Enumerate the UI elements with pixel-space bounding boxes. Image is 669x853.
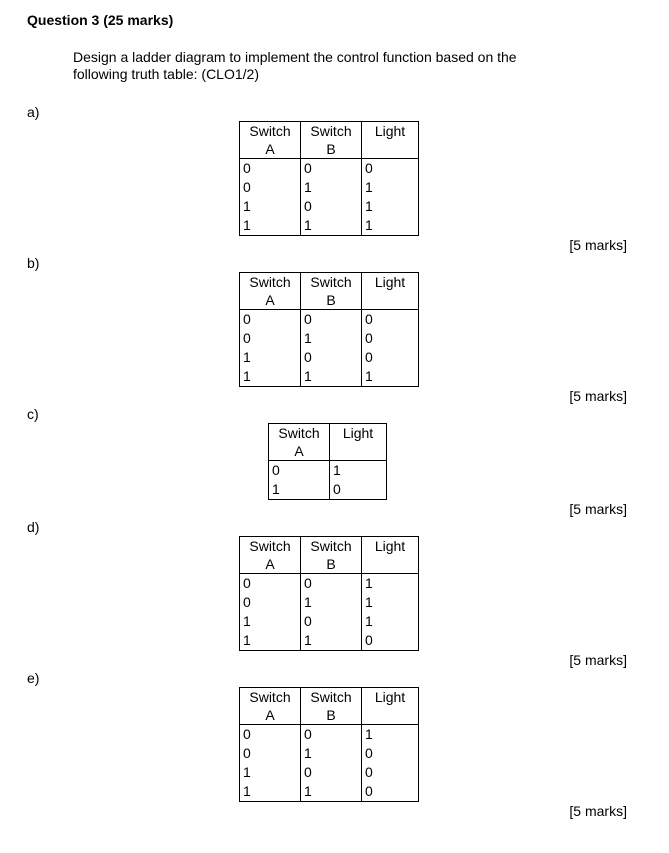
truth-table-header-row	[269, 424, 387, 461]
table-cell: 0	[240, 178, 301, 197]
table-cell: 1	[362, 593, 419, 612]
column-header-line-1: Light	[374, 123, 406, 139]
table-cell: 1	[269, 480, 330, 500]
instructions-line-1: Design a ladder diagram to implement the control function based on the	[73, 49, 517, 65]
table-cell: 0	[362, 631, 419, 651]
table-row	[240, 310, 419, 330]
table-cell: 0	[362, 348, 419, 367]
part-d-marks: [5 marks]	[569, 652, 627, 668]
column-header	[240, 537, 301, 574]
question-title: Question 3 (25 marks)	[27, 12, 174, 28]
table-cell: 0	[301, 310, 362, 330]
table-row	[240, 197, 419, 216]
part-c-truth-table	[268, 423, 387, 500]
table-row	[269, 461, 387, 481]
part-e-label: e)	[27, 670, 40, 686]
table-cell: 1	[330, 461, 387, 481]
column-header	[240, 688, 301, 725]
table-row	[240, 367, 419, 387]
table-row	[240, 216, 419, 236]
column-header-line-1: Light	[374, 274, 406, 290]
column-header-line-1: Light	[374, 538, 406, 554]
table-cell: 1	[301, 367, 362, 387]
table-cell: 0	[240, 725, 301, 745]
table-cell: 1	[362, 574, 419, 594]
truth-table-header-row	[240, 122, 419, 159]
column-header	[362, 688, 419, 725]
part-a-marks: [5 marks]	[569, 237, 627, 253]
table-row	[240, 159, 419, 179]
column-header-line-2: B	[326, 292, 336, 308]
table-row	[240, 725, 419, 745]
table-cell: 0	[362, 159, 419, 179]
part-c-marks: [5 marks]	[569, 501, 627, 517]
part-d-label: d)	[27, 519, 40, 535]
column-header-line-1: Switch	[310, 274, 352, 290]
instructions-line-2: following truth table: (CLO1/2)	[73, 66, 259, 82]
table-row	[240, 329, 419, 348]
table-row	[240, 574, 419, 594]
table-cell: 1	[362, 178, 419, 197]
column-header-line-2: A	[265, 141, 275, 157]
column-header-line-1: Switch	[310, 538, 352, 554]
column-header-line-1: Switch	[310, 689, 352, 705]
table-cell: 1	[362, 725, 419, 745]
table-cell: 1	[301, 178, 362, 197]
table-cell: 0	[362, 744, 419, 763]
table-cell: 0	[240, 159, 301, 179]
table-cell: 1	[362, 216, 419, 236]
column-header	[301, 537, 362, 574]
column-header-line-1: Switch	[249, 538, 291, 554]
column-header-line-2: A	[265, 556, 275, 572]
table-cell: 1	[240, 763, 301, 782]
column-header	[240, 122, 301, 159]
column-header	[269, 424, 330, 461]
part-b-marks: [5 marks]	[569, 388, 627, 404]
table-cell: 0	[240, 593, 301, 612]
column-header-line-2: A	[265, 292, 275, 308]
table-cell: 1	[240, 782, 301, 802]
table-cell: 0	[362, 782, 419, 802]
table-cell: 0	[362, 310, 419, 330]
table-row	[240, 348, 419, 367]
part-e-marks: [5 marks]	[569, 803, 627, 819]
part-a-truth-table	[239, 121, 419, 236]
table-cell: 0	[301, 348, 362, 367]
table-cell: 1	[301, 329, 362, 348]
table-cell: 0	[240, 744, 301, 763]
part-d-truth-table	[239, 536, 419, 651]
table-cell: 0	[301, 763, 362, 782]
column-header-line-2: A	[265, 707, 275, 723]
part-b-label: b)	[27, 255, 40, 271]
table-cell: 1	[301, 782, 362, 802]
column-header-line-1: Switch	[249, 689, 291, 705]
column-header	[362, 273, 419, 310]
column-header	[330, 424, 387, 461]
table-cell: 1	[301, 631, 362, 651]
column-header-line-1: Switch	[249, 274, 291, 290]
table-row	[240, 744, 419, 763]
column-header-line-2: B	[326, 707, 336, 723]
table-cell: 1	[240, 348, 301, 367]
table-cell: 0	[240, 574, 301, 594]
column-header-line-1: Switch	[249, 123, 291, 139]
table-cell: 0	[269, 461, 330, 481]
column-header-line-2: B	[326, 556, 336, 572]
column-header-line-1: Light	[374, 689, 406, 705]
table-cell: 1	[240, 216, 301, 236]
table-cell: 1	[362, 367, 419, 387]
table-cell: 1	[240, 631, 301, 651]
table-cell: 1	[362, 612, 419, 631]
table-row	[240, 782, 419, 802]
table-row	[269, 480, 387, 500]
table-cell: 0	[301, 612, 362, 631]
column-header-line-2: A	[294, 443, 304, 459]
table-cell: 0	[301, 197, 362, 216]
column-header-line-1: Switch	[310, 123, 352, 139]
column-header	[240, 273, 301, 310]
part-c-label: c)	[27, 406, 39, 422]
table-cell: 0	[240, 329, 301, 348]
table-row	[240, 763, 419, 782]
table-cell: 0	[301, 574, 362, 594]
column-header	[301, 688, 362, 725]
table-row	[240, 631, 419, 651]
table-cell: 0	[362, 763, 419, 782]
table-cell: 1	[362, 197, 419, 216]
column-header	[301, 122, 362, 159]
table-cell: 0	[362, 329, 419, 348]
table-row	[240, 178, 419, 197]
part-a-label: a)	[27, 104, 40, 120]
table-cell: 0	[240, 310, 301, 330]
column-header	[301, 273, 362, 310]
question-instructions	[73, 49, 626, 83]
table-cell: 1	[301, 593, 362, 612]
part-b-truth-table	[239, 272, 419, 387]
table-cell: 1	[240, 197, 301, 216]
column-header-line-2: B	[326, 141, 336, 157]
column-header	[362, 537, 419, 574]
table-cell: 0	[301, 159, 362, 179]
table-cell: 1	[240, 367, 301, 387]
truth-table-header-row	[240, 688, 419, 725]
table-cell: 0	[301, 725, 362, 745]
table-row	[240, 593, 419, 612]
table-cell: 1	[240, 612, 301, 631]
truth-table-header-row	[240, 273, 419, 310]
table-row	[240, 612, 419, 631]
column-header	[362, 122, 419, 159]
table-cell: 0	[330, 480, 387, 500]
table-cell: 1	[301, 744, 362, 763]
truth-table-header-row	[240, 537, 419, 574]
table-cell: 1	[301, 216, 362, 236]
column-header-line-1: Switch	[278, 425, 320, 441]
part-e-truth-table	[239, 687, 419, 802]
column-header-line-1: Light	[342, 425, 374, 441]
